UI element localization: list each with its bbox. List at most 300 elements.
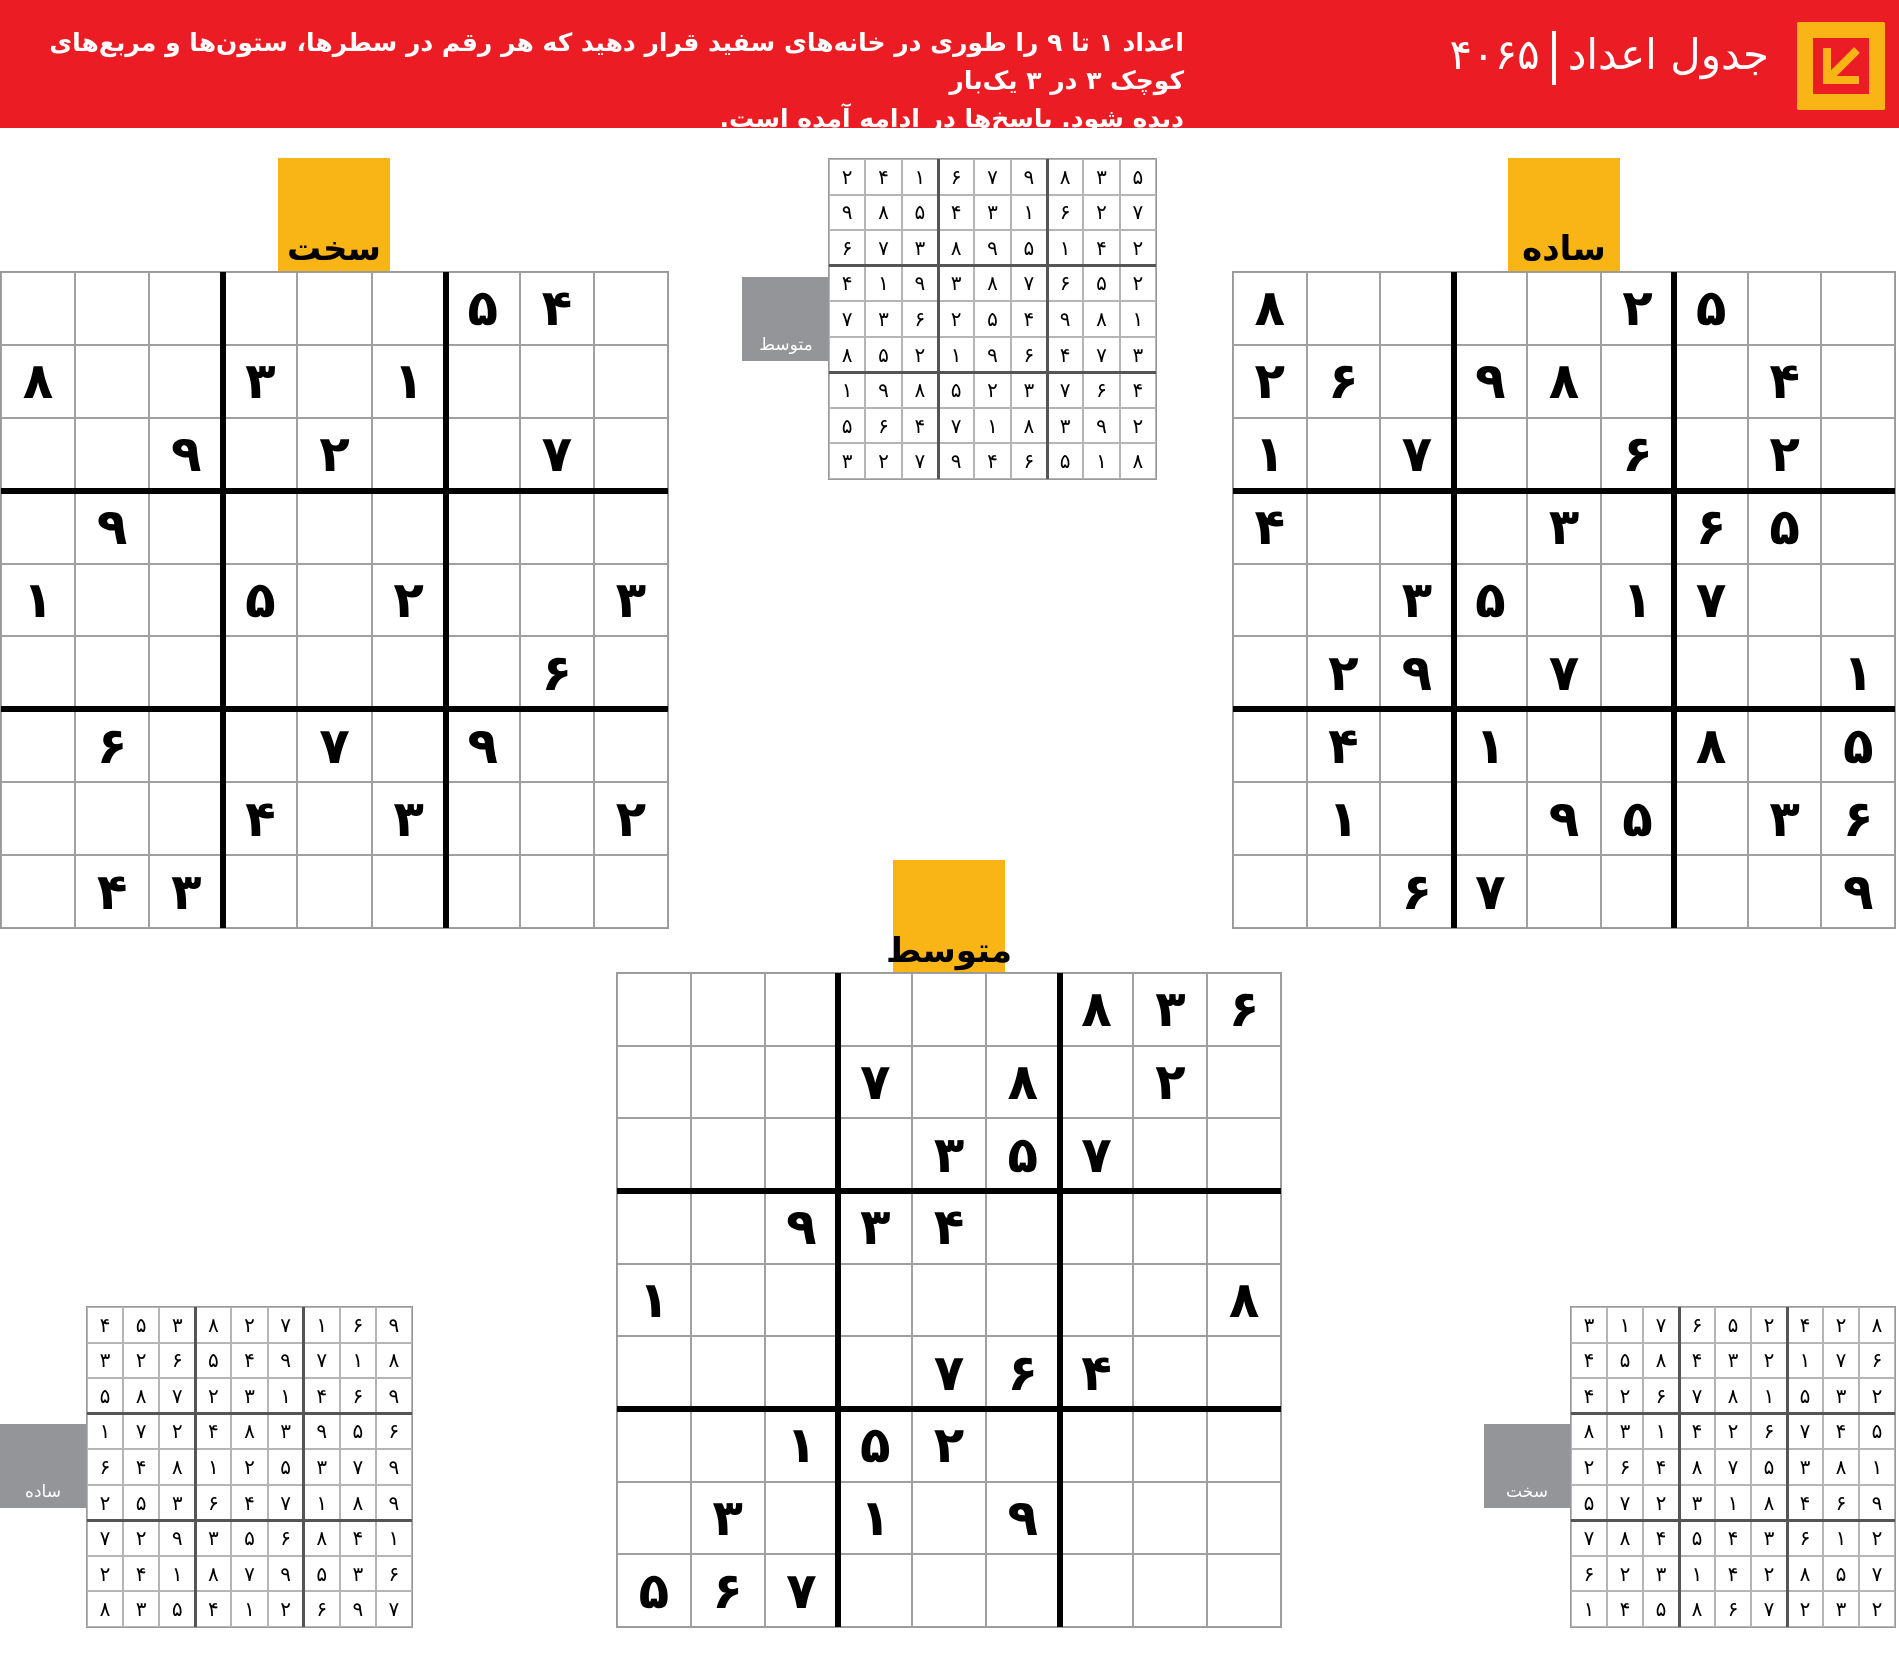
sudoku-cell[interactable] <box>372 418 446 491</box>
sudoku-cell: ۵ <box>123 1485 159 1521</box>
sudoku-cell[interactable]: ۷ <box>520 418 594 491</box>
sudoku-cell[interactable] <box>1060 1409 1134 1482</box>
sudoku-cell[interactable] <box>617 1336 691 1409</box>
sudoku-cell: ۱ <box>1083 443 1119 479</box>
sudoku-cell: ۸ <box>1047 159 1083 195</box>
sudoku-cell[interactable] <box>297 782 371 855</box>
sudoku-cell[interactable] <box>1748 636 1822 709</box>
sudoku-cell[interactable]: ۱ <box>1601 564 1675 637</box>
sudoku-cell[interactable] <box>1133 1118 1207 1191</box>
sudoku-cell[interactable] <box>986 1191 1060 1264</box>
sudoku-cell[interactable] <box>838 1336 912 1409</box>
sudoku-cell[interactable] <box>617 1046 691 1119</box>
sudoku-cell[interactable] <box>1307 491 1381 564</box>
sudoku-cell[interactable] <box>223 855 297 928</box>
sudoku-cell[interactable]: ۷ <box>1380 418 1454 491</box>
sudoku-cell[interactable]: ۵ <box>1674 272 1748 345</box>
sudoku-cell[interactable] <box>765 1118 839 1191</box>
sudoku-cell[interactable] <box>1207 1409 1281 1482</box>
sudoku-cell[interactable] <box>520 491 594 564</box>
sudoku-cell[interactable] <box>520 709 594 782</box>
sudoku-cell[interactable] <box>1233 855 1307 928</box>
sudoku-cell[interactable] <box>446 782 520 855</box>
sudoku-cell[interactable] <box>1748 272 1822 345</box>
sudoku-cell[interactable] <box>223 709 297 782</box>
sudoku-cell[interactable] <box>1060 1046 1134 1119</box>
sudoku-cell[interactable] <box>446 855 520 928</box>
sudoku-cell[interactable] <box>1527 709 1601 782</box>
sudoku-cell[interactable] <box>1133 1264 1207 1337</box>
sudoku-cell[interactable] <box>1060 1554 1134 1627</box>
sudoku-cell[interactable]: ۲ <box>372 564 446 637</box>
sudoku-cell[interactable]: ۶ <box>986 1336 1060 1409</box>
sudoku-cell[interactable] <box>1 491 75 564</box>
sudoku-cell[interactable] <box>912 973 986 1046</box>
sudoku-cell[interactable]: ۵ <box>617 1554 691 1627</box>
sudoku-cell: ۶ <box>159 1343 195 1379</box>
sudoku-cell[interactable] <box>1233 709 1307 782</box>
sudoku-cell[interactable] <box>297 345 371 418</box>
sudoku-cell: ۵ <box>902 195 938 231</box>
sudoku-cell[interactable] <box>1380 272 1454 345</box>
sudoku-cell[interactable] <box>1674 855 1748 928</box>
sudoku-cell[interactable]: ۴ <box>912 1191 986 1264</box>
sudoku-cell[interactable]: ۹ <box>1821 855 1895 928</box>
easy-answer-label: ساده <box>0 1424 86 1508</box>
sudoku-cell: ۴ <box>195 1591 231 1627</box>
puzzle-number: ۴۰۶۵ <box>1449 30 1540 79</box>
sudoku-cell: ۳ <box>1823 1591 1859 1627</box>
sudoku-cell[interactable] <box>1060 1191 1134 1264</box>
sudoku-cell[interactable]: ۵ <box>986 1118 1060 1191</box>
title-divider <box>1552 31 1556 85</box>
sudoku-cell: ۴ <box>1715 1520 1751 1556</box>
sudoku-cell[interactable] <box>75 272 149 345</box>
sudoku-cell[interactable] <box>75 418 149 491</box>
sudoku-cell[interactable]: ۸ <box>1207 1264 1281 1337</box>
sudoku-cell: ۷ <box>376 1591 412 1627</box>
sudoku-cell[interactable] <box>838 1264 912 1337</box>
sudoku-cell[interactable] <box>1674 636 1748 709</box>
sudoku-cell[interactable] <box>765 1336 839 1409</box>
sudoku-cell[interactable] <box>520 345 594 418</box>
sudoku-cell: ۵ <box>865 337 901 373</box>
sudoku-cell[interactable] <box>1821 491 1895 564</box>
sudoku-cell[interactable] <box>1748 855 1822 928</box>
sudoku-cell[interactable] <box>838 973 912 1046</box>
sudoku-cell[interactable] <box>1307 564 1381 637</box>
instructions <box>24 24 1184 138</box>
sudoku-cell: ۲ <box>1120 408 1156 444</box>
sudoku-cell[interactable] <box>1060 1482 1134 1555</box>
medium-tab <box>885 860 1013 973</box>
sudoku-cell[interactable] <box>297 636 371 709</box>
sudoku-cell[interactable]: ۱ <box>1454 709 1528 782</box>
sudoku-cell[interactable]: ۵ <box>1821 709 1895 782</box>
sudoku-cell[interactable]: ۴ <box>1307 709 1381 782</box>
sudoku-cell: ۸ <box>902 372 938 408</box>
sudoku-cell[interactable] <box>446 491 520 564</box>
sudoku-cell[interactable] <box>1821 564 1895 637</box>
sudoku-cell[interactable] <box>1601 709 1675 782</box>
sudoku-cell[interactable]: ۹ <box>1380 636 1454 709</box>
sudoku-cell: ۴ <box>974 443 1010 479</box>
sudoku-cell: ۶ <box>1643 1378 1679 1414</box>
sudoku-cell[interactable] <box>149 782 223 855</box>
sudoku-cell[interactable] <box>1454 491 1528 564</box>
sudoku-cell[interactable] <box>838 1118 912 1191</box>
sudoku-cell[interactable]: ۳ <box>1133 973 1207 1046</box>
sudoku-cell[interactable] <box>912 1482 986 1555</box>
sudoku-cell: ۲ <box>159 1414 195 1450</box>
sudoku-cell[interactable] <box>691 1046 765 1119</box>
sudoku-cell[interactable]: ۴ <box>520 272 594 345</box>
sudoku-cell[interactable]: ۳ <box>223 345 297 418</box>
sudoku-cell[interactable] <box>1527 564 1601 637</box>
sudoku-cell[interactable]: ۷ <box>1527 636 1601 709</box>
sudoku-cell[interactable] <box>1380 491 1454 564</box>
sudoku-cell[interactable] <box>149 564 223 637</box>
sudoku-cell[interactable] <box>1601 345 1675 418</box>
sudoku-cell[interactable] <box>223 418 297 491</box>
sudoku-cell[interactable]: ۶ <box>520 636 594 709</box>
sudoku-cell[interactable] <box>1601 855 1675 928</box>
sudoku-cell[interactable] <box>372 636 446 709</box>
sudoku-cell[interactable] <box>149 636 223 709</box>
sudoku-cell[interactable] <box>1674 782 1748 855</box>
sudoku-cell[interactable]: ۶ <box>75 709 149 782</box>
sudoku-cell: ۷ <box>938 408 974 444</box>
sudoku-cell[interactable] <box>1454 782 1528 855</box>
hard-sudoku-grid <box>0 271 669 929</box>
sudoku-cell: ۳ <box>123 1591 159 1627</box>
sudoku-cell[interactable] <box>691 973 765 1046</box>
sudoku-cell[interactable] <box>372 709 446 782</box>
sudoku-cell: ۹ <box>902 266 938 302</box>
sudoku-cell[interactable] <box>1 272 75 345</box>
sudoku-cell: ۴ <box>1607 1591 1643 1627</box>
sudoku-cell[interactable] <box>1 782 75 855</box>
sudoku-cell: ۳ <box>1751 1520 1787 1556</box>
sudoku-cell: ۹ <box>1011 159 1047 195</box>
sudoku-cell[interactable] <box>372 855 446 928</box>
sudoku-cell[interactable] <box>297 564 371 637</box>
sudoku-cell[interactable] <box>594 272 668 345</box>
box-divider <box>1233 488 1895 494</box>
sudoku-cell[interactable] <box>1527 272 1601 345</box>
sudoku-cell[interactable]: ۲ <box>1307 636 1381 709</box>
sudoku-cell[interactable] <box>617 1482 691 1555</box>
sudoku-cell[interactable] <box>986 973 1060 1046</box>
sudoku-cell[interactable] <box>1233 564 1307 637</box>
sudoku-cell[interactable] <box>617 973 691 1046</box>
sudoku-cell[interactable]: ۲ <box>297 418 371 491</box>
sudoku-cell[interactable] <box>149 491 223 564</box>
sudoku-cell[interactable] <box>1207 1118 1281 1191</box>
sudoku-cell[interactable] <box>1307 272 1381 345</box>
sudoku-cell[interactable]: ۴ <box>1233 491 1307 564</box>
sudoku-cell[interactable] <box>617 1118 691 1191</box>
box-divider <box>1 706 668 712</box>
sudoku-cell[interactable] <box>520 564 594 637</box>
sudoku-cell[interactable] <box>520 782 594 855</box>
sudoku-cell: ۲ <box>1751 1307 1787 1343</box>
sudoku-cell[interactable] <box>912 1264 986 1337</box>
sudoku-cell[interactable] <box>838 1554 912 1627</box>
sudoku-cell[interactable]: ۱ <box>765 1409 839 1482</box>
sudoku-cell: ۸ <box>195 1556 231 1592</box>
sudoku-cell[interactable] <box>1380 782 1454 855</box>
sudoku-cell[interactable]: ۲ <box>1748 418 1822 491</box>
sudoku-cell[interactable]: ۹ <box>75 491 149 564</box>
sudoku-cell[interactable] <box>594 709 668 782</box>
sudoku-cell: ۴ <box>1679 1343 1715 1379</box>
sudoku-cell[interactable] <box>594 345 668 418</box>
sudoku-cell[interactable] <box>986 1409 1060 1482</box>
sudoku-cell[interactable] <box>372 272 446 345</box>
sudoku-cell[interactable] <box>1233 636 1307 709</box>
sudoku-cell[interactable] <box>1207 1191 1281 1264</box>
sudoku-cell[interactable] <box>691 1191 765 1264</box>
sudoku-cell[interactable]: ۸ <box>1 345 75 418</box>
sudoku-cell[interactable]: ۸ <box>1674 709 1748 782</box>
sudoku-cell[interactable]: ۷ <box>1060 1118 1134 1191</box>
sudoku-cell[interactable]: ۲ <box>1601 272 1675 345</box>
box-divider <box>87 1519 412 1522</box>
sudoku-cell[interactable] <box>149 345 223 418</box>
sudoku-cell: ۴ <box>231 1343 267 1379</box>
sudoku-cell[interactable]: ۸ <box>1233 272 1307 345</box>
sudoku-cell[interactable]: ۵ <box>1601 782 1675 855</box>
sudoku-cell[interactable] <box>446 345 520 418</box>
sudoku-cell[interactable] <box>372 491 446 564</box>
sudoku-cell[interactable]: ۷ <box>912 1336 986 1409</box>
sudoku-cell[interactable] <box>1133 1191 1207 1264</box>
sudoku-cell: ۶ <box>1787 1520 1823 1556</box>
sudoku-cell: ۵ <box>1083 266 1119 302</box>
sudoku-cell[interactable]: ۹ <box>446 709 520 782</box>
sudoku-cell[interactable] <box>297 272 371 345</box>
sudoku-cell[interactable]: ۲ <box>912 1409 986 1482</box>
sudoku-cell[interactable] <box>1133 1554 1207 1627</box>
sudoku-cell[interactable]: ۵ <box>223 564 297 637</box>
sudoku-cell[interactable] <box>594 418 668 491</box>
sudoku-cell[interactable] <box>1 855 75 928</box>
sudoku-cell[interactable]: ۷ <box>1674 564 1748 637</box>
hard-label: سخت <box>287 229 381 269</box>
sudoku-cell: ۸ <box>1083 301 1119 337</box>
sudoku-cell: ۳ <box>159 1485 195 1521</box>
sudoku-cell[interactable] <box>223 636 297 709</box>
sudoku-cell[interactable]: ۶ <box>1207 973 1281 1046</box>
sudoku-cell[interactable] <box>520 855 594 928</box>
sudoku-cell[interactable]: ۴ <box>1060 1336 1134 1409</box>
sudoku-cell[interactable] <box>1207 1554 1281 1627</box>
sudoku-cell[interactable] <box>1821 272 1895 345</box>
sudoku-cell[interactable] <box>75 782 149 855</box>
sudoku-cell[interactable] <box>223 272 297 345</box>
sudoku-cell[interactable] <box>1 636 75 709</box>
sudoku-cell[interactable]: ۶ <box>1821 782 1895 855</box>
sudoku-cell[interactable]: ۳ <box>372 782 446 855</box>
sudoku-cell[interactable]: ۳ <box>691 1482 765 1555</box>
sudoku-cell[interactable] <box>765 1046 839 1119</box>
sudoku-cell[interactable] <box>1207 1046 1281 1119</box>
sudoku-cell[interactable] <box>75 636 149 709</box>
sudoku-cell[interactable]: ۹ <box>986 1482 1060 1555</box>
sudoku-cell[interactable] <box>1821 345 1895 418</box>
sudoku-cell[interactable]: ۱ <box>617 1264 691 1337</box>
sudoku-cell[interactable] <box>446 564 520 637</box>
sudoku-cell[interactable]: ۷ <box>1454 855 1528 928</box>
sudoku-cell[interactable] <box>1133 1409 1207 1482</box>
sudoku-cell: ۴ <box>829 266 865 302</box>
sudoku-cell[interactable] <box>75 345 149 418</box>
sudoku-cell[interactable] <box>75 564 149 637</box>
sudoku-cell[interactable] <box>1060 1264 1134 1337</box>
sudoku-cell[interactable] <box>594 636 668 709</box>
sudoku-cell[interactable]: ۹ <box>765 1191 839 1264</box>
sudoku-cell[interactable] <box>617 1409 691 1482</box>
hard-answer-grid <box>1570 1306 1896 1628</box>
sudoku-cell[interactable] <box>912 1046 986 1119</box>
box-divider <box>443 272 449 928</box>
sudoku-cell: ۵ <box>1751 1449 1787 1485</box>
sudoku-cell[interactable]: ۸ <box>1527 345 1601 418</box>
sudoku-cell[interactable] <box>986 1264 1060 1337</box>
sudoku-cell[interactable]: ۸ <box>1060 973 1134 1046</box>
sudoku-cell: ۱ <box>195 1449 231 1485</box>
sudoku-cell[interactable] <box>765 1482 839 1555</box>
sudoku-cell[interactable] <box>1601 636 1675 709</box>
sudoku-cell[interactable] <box>1821 418 1895 491</box>
sudoku-cell[interactable] <box>1674 345 1748 418</box>
sudoku-cell[interactable] <box>691 1264 765 1337</box>
sudoku-cell[interactable]: ۲ <box>1233 345 1307 418</box>
sudoku-cell[interactable] <box>1454 272 1528 345</box>
sudoku-cell[interactable] <box>223 491 297 564</box>
sudoku-cell[interactable]: ۹ <box>149 418 223 491</box>
sudoku-cell: ۷ <box>268 1307 304 1343</box>
sudoku-cell[interactable]: ۶ <box>1307 345 1381 418</box>
sudoku-cell[interactable] <box>617 1191 691 1264</box>
sudoku-cell[interactable] <box>1 709 75 782</box>
sudoku-cell[interactable]: ۷ <box>297 709 371 782</box>
sudoku-cell[interactable]: ۵ <box>1748 491 1822 564</box>
sudoku-cell[interactable] <box>297 855 371 928</box>
sudoku-cell[interactable]: ۶ <box>691 1554 765 1627</box>
sudoku-cell: ۶ <box>1715 1591 1751 1627</box>
sudoku-cell: ۷ <box>1787 1414 1823 1450</box>
sudoku-cell[interactable]: ۷ <box>765 1554 839 1627</box>
sudoku-cell[interactable] <box>1207 1482 1281 1555</box>
sudoku-cell[interactable]: ۴ <box>223 782 297 855</box>
sudoku-cell[interactable] <box>1454 636 1528 709</box>
sudoku-cell[interactable]: ۹ <box>1454 345 1528 418</box>
sudoku-cell[interactable]: ۶ <box>1674 491 1748 564</box>
sudoku-cell[interactable] <box>691 1409 765 1482</box>
sudoku-cell[interactable]: ۷ <box>838 1046 912 1119</box>
sudoku-cell[interactable] <box>1207 1336 1281 1409</box>
sudoku-cell[interactable] <box>1748 564 1822 637</box>
sudoku-cell[interactable]: ۳ <box>1748 782 1822 855</box>
sudoku-cell[interactable]: ۶ <box>1380 855 1454 928</box>
sudoku-cell[interactable]: ۳ <box>838 1191 912 1264</box>
sudoku-cell: ۲ <box>1120 230 1156 266</box>
sudoku-cell[interactable] <box>1748 709 1822 782</box>
sudoku-cell[interactable] <box>1133 1336 1207 1409</box>
sudoku-cell[interactable] <box>1527 418 1601 491</box>
box-divider <box>194 1307 197 1627</box>
sudoku-cell[interactable]: ۱ <box>1821 636 1895 709</box>
sudoku-cell[interactable]: ۴ <box>75 855 149 928</box>
sudoku-cell[interactable] <box>765 1264 839 1337</box>
sudoku-cell[interactable]: ۵ <box>446 272 520 345</box>
sudoku-cell[interactable] <box>912 1554 986 1627</box>
sudoku-cell[interactable]: ۲ <box>1133 1046 1207 1119</box>
sudoku-cell[interactable]: ۳ <box>149 855 223 928</box>
sudoku-cell: ۷ <box>231 1556 267 1592</box>
sudoku-cell[interactable] <box>1380 345 1454 418</box>
sudoku-cell[interactable] <box>446 636 520 709</box>
sudoku-cell[interactable]: ۳ <box>1380 564 1454 637</box>
sudoku-cell: ۵ <box>974 301 1010 337</box>
sudoku-cell[interactable] <box>986 1554 1060 1627</box>
sudoku-cell[interactable] <box>149 272 223 345</box>
sudoku-cell: ۱ <box>268 1378 304 1414</box>
sudoku-cell[interactable] <box>1601 491 1675 564</box>
sudoku-cell[interactable] <box>594 491 668 564</box>
sudoku-cell[interactable]: ۸ <box>986 1046 1060 1119</box>
sudoku-cell[interactable]: ۱ <box>1233 418 1307 491</box>
sudoku-cell[interactable] <box>594 855 668 928</box>
sudoku-cell[interactable] <box>1380 709 1454 782</box>
sudoku-cell[interactable] <box>446 418 520 491</box>
sudoku-cell[interactable]: ۳ <box>594 564 668 637</box>
sudoku-cell[interactable] <box>1133 1482 1207 1555</box>
sudoku-cell[interactable]: ۵ <box>838 1409 912 1482</box>
sudoku-cell[interactable] <box>1307 855 1381 928</box>
sudoku-cell[interactable]: ۹ <box>1527 782 1601 855</box>
sudoku-cell[interactable] <box>765 973 839 1046</box>
sudoku-cell[interactable] <box>691 1336 765 1409</box>
sudoku-cell[interactable] <box>1307 418 1381 491</box>
sudoku-cell[interactable]: ۶ <box>1601 418 1675 491</box>
sudoku-cell: ۸ <box>1120 443 1156 479</box>
sudoku-cell[interactable]: ۲ <box>594 782 668 855</box>
sudoku-cell[interactable] <box>149 709 223 782</box>
sudoku-cell: ۸ <box>1571 1414 1607 1450</box>
sudoku-cell: ۱ <box>1607 1307 1643 1343</box>
sudoku-cell[interactable]: ۱ <box>372 345 446 418</box>
sudoku-cell[interactable]: ۱ <box>838 1482 912 1555</box>
sudoku-cell[interactable]: ۱ <box>1307 782 1381 855</box>
sudoku-cell[interactable] <box>691 1118 765 1191</box>
sudoku-cell[interactable]: ۵ <box>1454 564 1528 637</box>
sudoku-cell[interactable]: ۱ <box>1 564 75 637</box>
sudoku-cell[interactable] <box>1233 782 1307 855</box>
sudoku-cell[interactable] <box>1674 418 1748 491</box>
sudoku-cell[interactable] <box>1454 418 1528 491</box>
sudoku-cell[interactable] <box>297 491 371 564</box>
sudoku-cell[interactable] <box>1527 855 1601 928</box>
sudoku-cell: ۱ <box>231 1591 267 1627</box>
sudoku-cell[interactable]: ۳ <box>912 1118 986 1191</box>
sudoku-cell[interactable]: ۳ <box>1527 491 1601 564</box>
sudoku-cell[interactable] <box>1 418 75 491</box>
sudoku-cell[interactable]: ۴ <box>1748 345 1822 418</box>
sudoku-cell: ۱ <box>1751 1378 1787 1414</box>
